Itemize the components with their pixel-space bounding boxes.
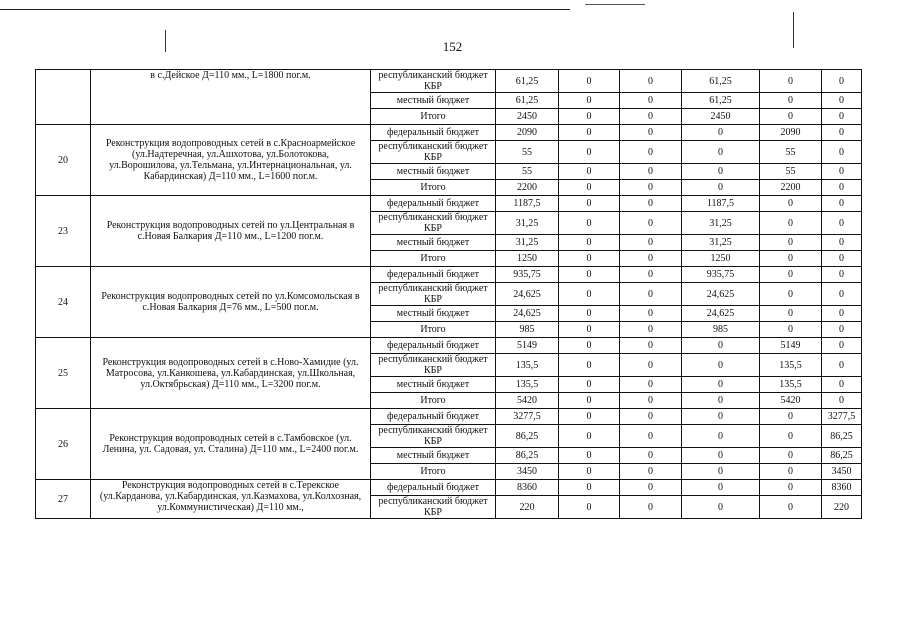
amount-cell: 1187,5 [496, 196, 559, 212]
amount-cell: 0 [760, 70, 822, 93]
project-description: Реконструкция водопроводных сетей по ул.Комсомольская в с.Новая Балкария Д=76 мм., L=500 пог.м. [91, 267, 371, 338]
amount-cell: 0 [559, 196, 620, 212]
amount-cell: 5149 [496, 338, 559, 354]
amount-cell: 86,25 [496, 425, 559, 448]
amount-cell: 0 [559, 480, 620, 496]
amount-cell: 0 [760, 212, 822, 235]
amount-cell: 135,5 [760, 377, 822, 393]
project-description: Реконструкция водопроводных сетей в с.Ново-Хамидие (ул. Матросова, ул.Канкошева, ул.Кабардинская, ул.Школьная, ул.Октябрьская) Д=110 мм., L=3200 пог.м. [91, 338, 371, 409]
amount-cell: 0 [682, 496, 760, 519]
amount-cell: 55 [760, 164, 822, 180]
amount-cell: 0 [822, 267, 862, 283]
funding-source: местный бюджет [371, 93, 496, 109]
amount-cell: 0 [559, 393, 620, 409]
amount-cell: 3450 [496, 464, 559, 480]
amount-cell: 0 [822, 141, 862, 164]
amount-cell: 985 [682, 322, 760, 338]
funding-source: местный бюджет [371, 164, 496, 180]
amount-cell: 24,625 [496, 306, 559, 322]
amount-cell: 0 [559, 70, 620, 93]
funding-source: федеральный бюджет [371, 338, 496, 354]
funding-source: республиканский бюджет КБР [371, 283, 496, 306]
amount-cell: 0 [682, 409, 760, 425]
funding-source: республиканский бюджет КБР [371, 496, 496, 519]
amount-cell: 1250 [682, 251, 760, 267]
amount-cell: 935,75 [682, 267, 760, 283]
amount-cell: 0 [682, 425, 760, 448]
amount-cell: 0 [620, 235, 682, 251]
amount-cell: 0 [760, 425, 822, 448]
amount-cell: 0 [620, 448, 682, 464]
amount-cell: 2090 [760, 125, 822, 141]
funding-source: местный бюджет [371, 235, 496, 251]
amount-cell: 31,25 [496, 235, 559, 251]
amount-cell: 0 [620, 322, 682, 338]
funding-source: Итого [371, 109, 496, 125]
amount-cell: 0 [620, 480, 682, 496]
amount-cell: 0 [559, 141, 620, 164]
row-number [36, 70, 91, 125]
funding-source: республиканский бюджет КБР [371, 425, 496, 448]
amount-cell: 0 [559, 496, 620, 519]
amount-cell: 0 [620, 70, 682, 93]
amount-cell: 0 [822, 354, 862, 377]
funding-source: федеральный бюджет [371, 409, 496, 425]
amount-cell: 55 [760, 141, 822, 164]
funding-source: федеральный бюджет [371, 267, 496, 283]
amount-cell: 61,25 [682, 93, 760, 109]
amount-cell: 0 [822, 338, 862, 354]
amount-cell: 135,5 [760, 354, 822, 377]
row-number: 24 [36, 267, 91, 338]
table-row [36, 338, 862, 354]
amount-cell: 0 [620, 464, 682, 480]
funding-source: Итого [371, 393, 496, 409]
amount-cell: 0 [760, 283, 822, 306]
amount-cell: 0 [559, 93, 620, 109]
funding-source: республиканский бюджет КБР [371, 70, 496, 93]
amount-cell: 61,25 [496, 70, 559, 93]
funding-source: федеральный бюджет [371, 480, 496, 496]
amount-cell: 0 [822, 251, 862, 267]
page-number: 152 [442, 39, 463, 54]
amount-cell: 0 [822, 70, 862, 93]
amount-cell: 0 [822, 235, 862, 251]
table-row [36, 409, 862, 425]
amount-cell: 0 [760, 409, 822, 425]
amount-cell: 1250 [496, 251, 559, 267]
amount-cell: 0 [822, 125, 862, 141]
amount-cell: 0 [620, 409, 682, 425]
amount-cell: 0 [559, 235, 620, 251]
amount-cell: 0 [682, 180, 760, 196]
amount-cell: 0 [620, 180, 682, 196]
amount-cell: 0 [682, 448, 760, 464]
amount-cell: 135,5 [496, 377, 559, 393]
amount-cell: 0 [620, 377, 682, 393]
amount-cell: 0 [559, 377, 620, 393]
funding-source: Итого [371, 322, 496, 338]
table-row [36, 125, 862, 141]
funding-source: местный бюджет [371, 306, 496, 322]
funding-source: Итого [371, 464, 496, 480]
top-rule-fragment [585, 4, 645, 5]
amount-cell: 0 [760, 267, 822, 283]
budget-table [35, 69, 862, 519]
amount-cell: 0 [822, 212, 862, 235]
amount-cell: 0 [559, 109, 620, 125]
project-description: Реконструкция водопроводных сетей по ул.Центральная в с.Новая Балкария Д=110 мм., L=1200 пог.м. [91, 196, 371, 267]
table-row [36, 70, 862, 93]
amount-cell: 55 [496, 141, 559, 164]
row-number: 26 [36, 409, 91, 480]
amount-cell: 0 [760, 322, 822, 338]
amount-cell: 220 [496, 496, 559, 519]
amount-cell: 0 [822, 322, 862, 338]
amount-cell: 0 [559, 306, 620, 322]
amount-cell: 0 [760, 235, 822, 251]
amount-cell: 24,625 [682, 306, 760, 322]
amount-cell: 0 [620, 164, 682, 180]
amount-cell: 0 [822, 283, 862, 306]
amount-cell: 24,625 [682, 283, 760, 306]
table-row [36, 196, 862, 212]
amount-cell: 86,25 [822, 425, 862, 448]
amount-cell: 61,25 [682, 70, 760, 93]
amount-cell: 2090 [496, 125, 559, 141]
table-row [36, 267, 862, 283]
amount-cell: 3277,5 [822, 409, 862, 425]
amount-cell: 2200 [496, 180, 559, 196]
amount-cell: 0 [822, 306, 862, 322]
amount-cell: 0 [620, 93, 682, 109]
project-description: Реконструкция водопроводных сетей в с.Красноармейское (ул.Надтеречная, ул.Ашхотова, ул.Болотокова, ул.Ворошилова, ул.Тельмана, ул.Интернациональная, ул. Кабардинская) Д=110 мм., L=1600 пог.м. [91, 125, 371, 196]
amount-cell: 0 [559, 464, 620, 480]
amount-cell: 0 [620, 283, 682, 306]
amount-cell: 135,5 [496, 354, 559, 377]
amount-cell: 0 [559, 180, 620, 196]
amount-cell: 0 [620, 496, 682, 519]
amount-cell: 0 [559, 125, 620, 141]
amount-cell: 0 [620, 354, 682, 377]
amount-cell: 31,25 [682, 235, 760, 251]
table-row [36, 480, 862, 496]
funding-source: республиканский бюджет КБР [371, 212, 496, 235]
funding-source: федеральный бюджет [371, 125, 496, 141]
amount-cell: 0 [760, 196, 822, 212]
amount-cell: 0 [620, 125, 682, 141]
amount-cell: 0 [620, 141, 682, 164]
amount-cell: 0 [822, 377, 862, 393]
amount-cell: 3450 [822, 464, 862, 480]
amount-cell: 220 [822, 496, 862, 519]
amount-cell: 8360 [496, 480, 559, 496]
amount-cell: 0 [559, 322, 620, 338]
row-number: 20 [36, 125, 91, 196]
amount-cell: 0 [559, 212, 620, 235]
amount-cell: 0 [682, 393, 760, 409]
amount-cell: 935,75 [496, 267, 559, 283]
amount-cell: 31,25 [496, 212, 559, 235]
amount-cell: 0 [760, 251, 822, 267]
amount-cell: 2450 [496, 109, 559, 125]
row-number: 27 [36, 480, 91, 519]
amount-cell: 0 [559, 338, 620, 354]
amount-cell: 55 [496, 164, 559, 180]
project-description: в с.Дейское Д=110 мм., L=1800 пог.м. [91, 70, 371, 125]
amount-cell: 1187,5 [682, 196, 760, 212]
funding-source: местный бюджет [371, 377, 496, 393]
amount-cell: 0 [620, 425, 682, 448]
amount-cell: 0 [682, 125, 760, 141]
amount-cell: 0 [822, 164, 862, 180]
amount-cell: 0 [682, 377, 760, 393]
amount-cell: 61,25 [496, 93, 559, 109]
amount-cell: 0 [682, 164, 760, 180]
row-number: 23 [36, 196, 91, 267]
amount-cell: 0 [559, 409, 620, 425]
amount-cell: 0 [822, 93, 862, 109]
amount-cell: 5149 [760, 338, 822, 354]
funding-source: республиканский бюджет КБР [371, 354, 496, 377]
amount-cell: 0 [682, 354, 760, 377]
amount-cell: 0 [760, 93, 822, 109]
amount-cell: 0 [620, 338, 682, 354]
amount-cell: 86,25 [822, 448, 862, 464]
amount-cell: 0 [822, 393, 862, 409]
amount-cell: 0 [620, 251, 682, 267]
amount-cell: 5420 [496, 393, 559, 409]
amount-cell: 2200 [760, 180, 822, 196]
amount-cell: 86,25 [496, 448, 559, 464]
margin-mark [793, 12, 794, 48]
funding-source: Итого [371, 180, 496, 196]
amount-cell: 5420 [760, 393, 822, 409]
amount-cell: 985 [496, 322, 559, 338]
margin-mark [165, 30, 166, 52]
amount-cell: 31,25 [682, 212, 760, 235]
amount-cell: 0 [559, 354, 620, 377]
amount-cell: 0 [620, 393, 682, 409]
amount-cell: 0 [559, 425, 620, 448]
top-rule [0, 9, 570, 10]
row-number: 25 [36, 338, 91, 409]
amount-cell: 0 [822, 109, 862, 125]
funding-source: республиканский бюджет КБР [371, 141, 496, 164]
amount-cell: 0 [682, 480, 760, 496]
funding-source: Итого [371, 251, 496, 267]
amount-cell: 0 [620, 306, 682, 322]
amount-cell: 3277,5 [496, 409, 559, 425]
amount-cell: 0 [559, 164, 620, 180]
amount-cell: 0 [559, 448, 620, 464]
amount-cell: 0 [559, 283, 620, 306]
amount-cell: 0 [760, 306, 822, 322]
amount-cell: 0 [822, 180, 862, 196]
amount-cell: 0 [620, 212, 682, 235]
amount-cell: 0 [822, 196, 862, 212]
amount-cell: 0 [620, 109, 682, 125]
amount-cell: 0 [760, 496, 822, 519]
amount-cell: 0 [682, 464, 760, 480]
amount-cell: 0 [760, 448, 822, 464]
amount-cell: 2450 [682, 109, 760, 125]
amount-cell: 0 [760, 109, 822, 125]
amount-cell: 0 [760, 480, 822, 496]
amount-cell: 8360 [822, 480, 862, 496]
amount-cell: 24,625 [496, 283, 559, 306]
amount-cell: 0 [620, 267, 682, 283]
project-description: Реконструкция водопроводных сетей в с.Тамбовское (ул. Ленина, ул. Садовая, ул. Сталина) Д=110 мм., L=2400 пог.м. [91, 409, 371, 480]
funding-source: местный бюджет [371, 448, 496, 464]
amount-cell: 0 [682, 141, 760, 164]
project-description: Реконструкция водопроводных сетей в с.Терекское (ул.Карданова, ул.Кабардинская, ул.Казмахова, ул.Колхозная, ул.Коммунистическая) Д=110 мм., [91, 480, 371, 519]
amount-cell: 0 [559, 251, 620, 267]
amount-cell: 0 [760, 464, 822, 480]
amount-cell: 0 [682, 338, 760, 354]
funding-source: федеральный бюджет [371, 196, 496, 212]
amount-cell: 0 [559, 267, 620, 283]
amount-cell: 0 [620, 196, 682, 212]
